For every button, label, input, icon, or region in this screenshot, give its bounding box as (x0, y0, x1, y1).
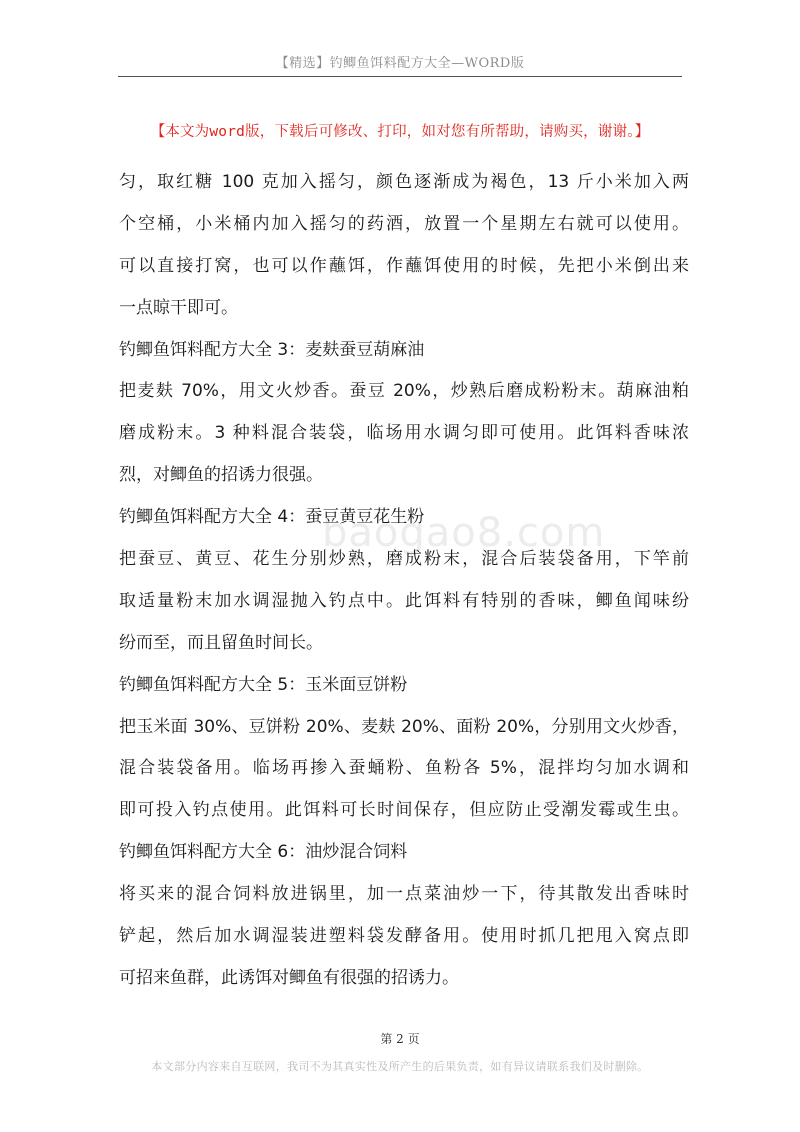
header-divider (118, 76, 682, 77)
page-header-title: 【精选】钓鲫鱼饵料配方大全—WORD版 (275, 56, 525, 71)
body-line: 把麦麸 70%，用文火炒香。蚕豆 20%，炒熟后磨成粉粉末。葫麻油粕 (119, 381, 689, 402)
page-number: 第 2 页 (380, 1032, 420, 1046)
section-heading: 钓鲫鱼饵料配方大全 5：玉米面豆饼粉 (119, 674, 408, 695)
body-line: 混合装袋备用。临场再掺入蚕蛹粉、鱼粉各 5%，混拌均匀加水调和 (119, 758, 689, 779)
body-line: 铲起，然后加水调湿装进塑料袋发酵备用。使用时抓几把甩入窝点即 (119, 926, 689, 947)
body-line: 个空桶，小米桶内加入摇匀的药酒，放置一个星期左右就可以使用。 (119, 213, 689, 234)
body-line: 把蚕豆、黄豆、花生分别炒熟，磨成粉末，混合后装袋备用，下竿前 (119, 549, 689, 570)
body-line: 将买来的混合饲料放进锅里，加一点菜油炒一下，待其散发出香味时 (119, 884, 689, 905)
body-line: 取适量粉末加水调湿抛入钓点中。此饵料有特别的香味，鲫鱼闻味纷 (119, 590, 689, 611)
body-line: 把玉米面 30%、豆饼粉 20%、麦麸 20%、面粉 20%，分别用文火炒香， (119, 716, 689, 737)
section-heading: 钓鲫鱼饵料配方大全 4：蚕豆黄豆花生粉 (119, 507, 425, 528)
body-line: 匀，取红糖 100 克加入摇匀，颜色逐渐成为褐色，13 斤小米加入两 (119, 172, 689, 192)
body-line: 即可投入钓点使用。此饵料可长时间保存，但应防止受潮发霉或生虫。 (119, 800, 689, 821)
document-body (119, 162, 689, 1000)
body-line: 磨成粉末。3 种料混合装袋，临场用水调匀即可使用。此饵料香味浓 (119, 423, 689, 444)
footer-disclaimer: 本文部分内容来自互联网，我司不为其真实性及所产生的后果负责，如有异议请联系我们及时删除。 (151, 1060, 649, 1073)
watermark-text: baogao8.com (322, 510, 606, 556)
section-heading: 钓鲫鱼饵料配方大全 3：麦麸蚕豆葫麻油 (119, 339, 425, 360)
purchase-notice: 【本文为word版，下载后可修改、打印，如对您有所帮助，请购买，谢谢。】 (150, 124, 650, 140)
section-heading: 钓鲫鱼饵料配方大全 6：油炒混合饲料 (119, 842, 408, 863)
body-line: 可招来鱼群，此诱饵对鲫鱼有很强的招诱力。 (119, 967, 459, 988)
body-line: 烈，对鲫鱼的招诱力很强。 (119, 465, 323, 486)
body-line: 一点晾干即可。 (119, 297, 238, 318)
body-line: 可以直接打窝，也可以作蘸饵，作蘸饵使用的时候，先把小米倒出来 (119, 255, 689, 276)
body-line: 纷而至，而且留鱼时间长。 (119, 632, 323, 653)
